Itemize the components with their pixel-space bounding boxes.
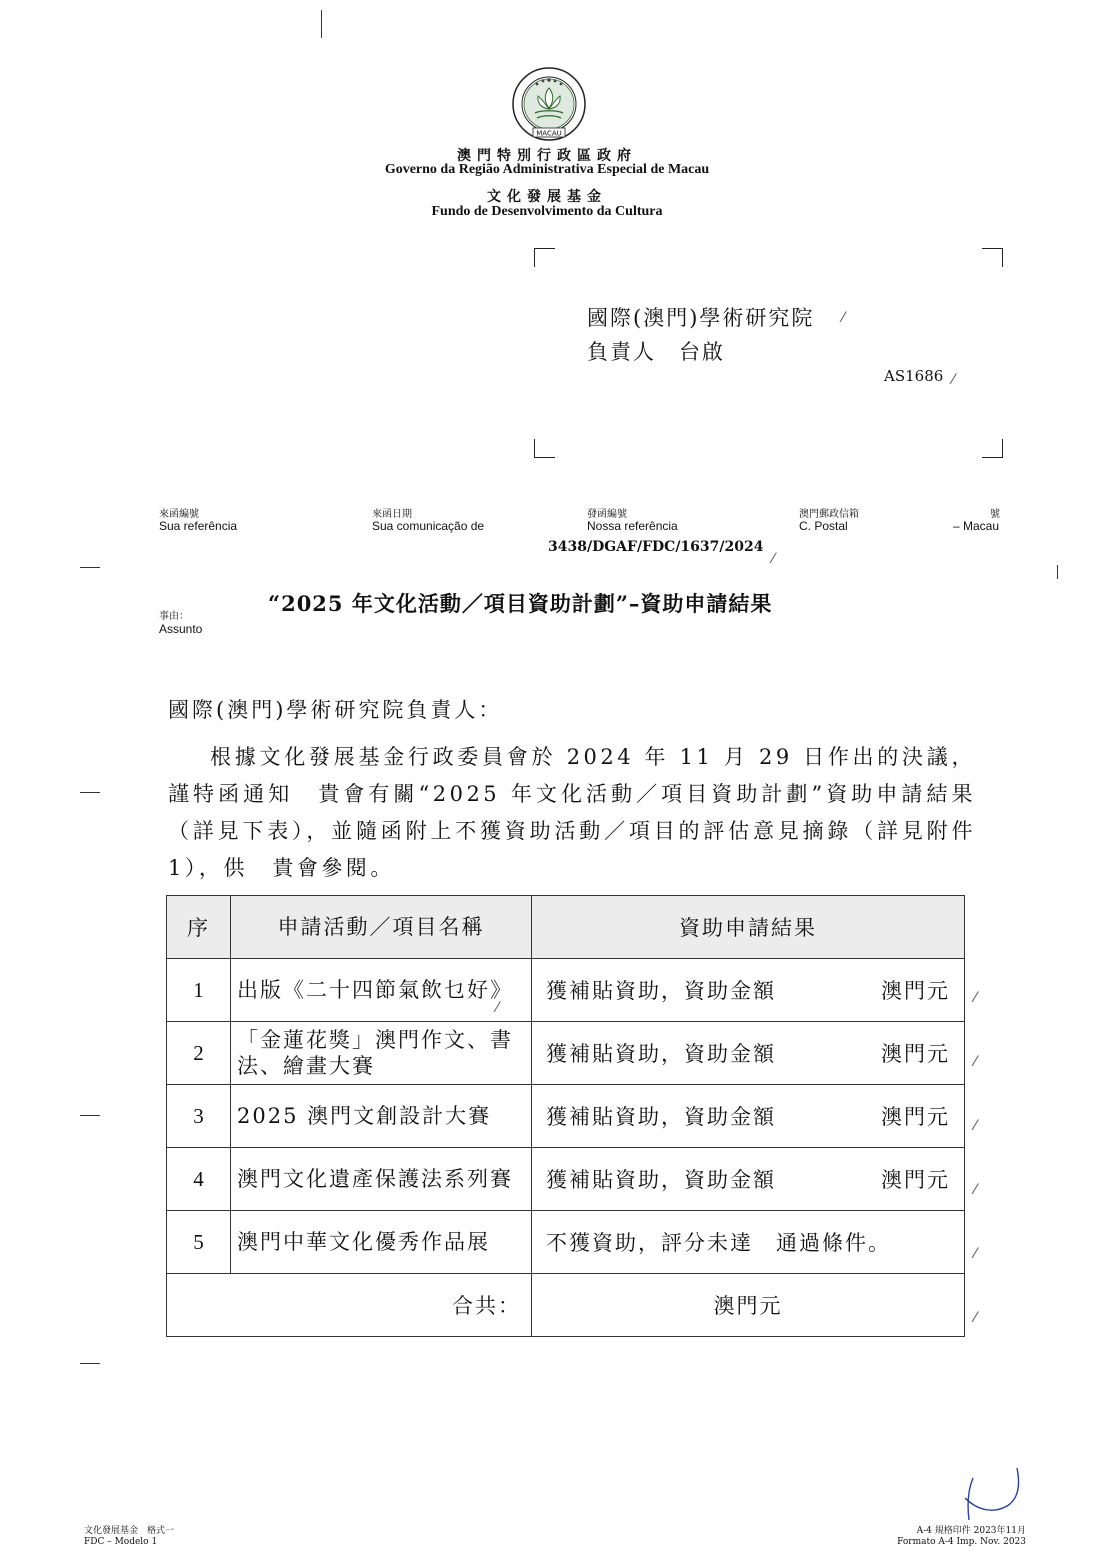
subject-label-pt: Assunto	[159, 622, 203, 636]
row-result-text: 獲補貼資助，資助金額	[546, 1168, 776, 1192]
government-name-pt: Governo da Região Administrativa Especial de Macau	[384, 162, 710, 177]
check-mark-icon: ⁄	[974, 1054, 977, 1070]
your-ref-label-pt: Sua referência	[159, 519, 238, 533]
check-mark-icon: ⁄	[952, 372, 955, 388]
fold-mark	[80, 792, 100, 793]
row-currency: 澳門元	[881, 1105, 950, 1129]
macau-seal-emblem	[511, 66, 587, 142]
header-result: 資助申請結果	[532, 896, 965, 959]
letter-body: 根據文化發展基金行政委員會於 2024 年 11 月 29 日作出的決議，謹特函通知 貴會有關“2025 年文化活動／項目資助計劃”資助申請結果（詳見下表），並隨函附上不獲資助活動／項目的評估意見摘錄（詳見附件 1），供 貴會參閱。	[168, 745, 976, 880]
top-edge-mark	[321, 10, 322, 38]
our-ref-label-pt: Nossa referência	[587, 519, 678, 533]
your-ref-label-zh: 來函編號	[159, 509, 199, 520]
row-activity-name: 澳門文化遺產保護法系列賽	[231, 1148, 532, 1211]
check-mark-icon: ⁄	[842, 310, 845, 326]
table-row	[167, 1085, 965, 1148]
table-row	[167, 1022, 965, 1085]
agency-name-zh: 文化發展基金	[487, 189, 607, 205]
your-comm-label-pt: Sua comunicação de	[372, 519, 485, 533]
fold-mark	[80, 1363, 100, 1364]
table-total-row	[167, 1274, 965, 1337]
row-activity-name: 「金蓮花獎」澳門作文、書法、繪畫大賽	[231, 1022, 532, 1085]
header-activity-name: 申請活動／項目名稱	[231, 896, 532, 959]
table-header-row	[167, 896, 965, 959]
fold-mark	[80, 567, 100, 568]
fold-mark	[80, 1115, 100, 1116]
total-value: 澳門元	[532, 1274, 965, 1337]
row-result-text: 不獲資助，評分未達 通過條件。	[546, 1231, 891, 1255]
total-label: 合共：	[167, 1274, 532, 1337]
address-window-corner	[534, 439, 555, 458]
row-result	[532, 1211, 965, 1274]
table-row	[167, 959, 965, 1022]
number-label-zh: 號	[990, 509, 1000, 520]
row-activity-name: 澳門中華文化優秀作品展	[231, 1211, 532, 1274]
row-number: 5	[167, 1211, 231, 1274]
table-row	[167, 1211, 965, 1274]
fold-mark	[1057, 565, 1058, 579]
row-number: 2	[167, 1022, 231, 1085]
row-number: 3	[167, 1085, 231, 1148]
results-table	[166, 895, 965, 1337]
check-mark-icon: ⁄	[974, 1246, 977, 1262]
row-result	[532, 1148, 965, 1211]
check-mark-icon: ⁄	[974, 1118, 977, 1134]
salutation: 國際(澳門)學術研究院負責人：	[168, 698, 503, 722]
footer-print-pt: Formato A-4 Imp. Nov. 2023	[897, 1537, 1026, 1547]
government-name-zh: 澳門特別行政區政府	[457, 148, 637, 164]
row-result	[532, 1022, 965, 1085]
check-mark-icon: ⁄	[974, 990, 977, 1006]
number-label-pt: – Macau	[953, 519, 1000, 533]
check-mark-icon: ⁄	[974, 1182, 977, 1198]
your-comm-label-zh: 來函日期	[372, 509, 412, 520]
recipient-code: AS1686	[884, 367, 944, 385]
check-mark-icon: ⁄	[772, 551, 775, 567]
row-activity-name: 2025 澳門文創設計大賽	[231, 1085, 532, 1148]
postal-label-zh: 澳門郵政信箱	[799, 509, 859, 520]
row-result-text: 獲補貼資助，資助金額	[546, 979, 776, 1003]
footer-form-zh: 文化發展基金 格式一	[84, 1526, 175, 1536]
row-number: 4	[167, 1148, 231, 1211]
recipient-attention: 負責人 台啟	[587, 340, 725, 364]
check-mark-icon: ⁄	[496, 1000, 499, 1016]
address-window-corner	[982, 248, 1003, 267]
footer-form-pt: FDC – Modelo 1	[84, 1537, 158, 1547]
our-ref-label-zh: 發函編號	[587, 509, 627, 520]
signature-scribble	[955, 1462, 1030, 1524]
seal-label: MACAU	[536, 129, 562, 138]
table-row	[167, 1148, 965, 1211]
row-currency: 澳門元	[881, 1168, 950, 1192]
address-window-corner	[982, 439, 1003, 458]
check-mark-icon: ⁄	[974, 1310, 977, 1326]
address-window-corner	[534, 248, 555, 267]
row-currency: 澳門元	[881, 979, 950, 1003]
our-reference-number: 3438/DGAF/FDC/1637/2024	[548, 539, 764, 555]
postal-label-pt: C. Postal	[799, 519, 848, 533]
row-result	[532, 1085, 965, 1148]
row-number: 1	[167, 959, 231, 1022]
footer-print-zh: A-4 規格印件 2023年11月	[916, 1526, 1026, 1536]
row-result-text: 獲補貼資助，資助金額	[546, 1105, 776, 1129]
row-result	[532, 959, 965, 1022]
row-result-text: 獲補貼資助，資助金額	[546, 1042, 776, 1066]
subject-title: “2025 年文化活動／項目資助計劃”–資助申請結果	[268, 591, 773, 616]
row-activity-name: 出版《二十四節氣飲乜好》	[231, 959, 532, 1022]
row-currency: 澳門元	[881, 1042, 950, 1066]
agency-name-pt: Fundo de Desenvolvimento da Cultura	[431, 204, 663, 219]
subject-label-zh: 事由：	[159, 611, 189, 622]
header-number: 序	[167, 896, 231, 959]
recipient-org: 國際(澳門)學術研究院	[587, 306, 815, 330]
